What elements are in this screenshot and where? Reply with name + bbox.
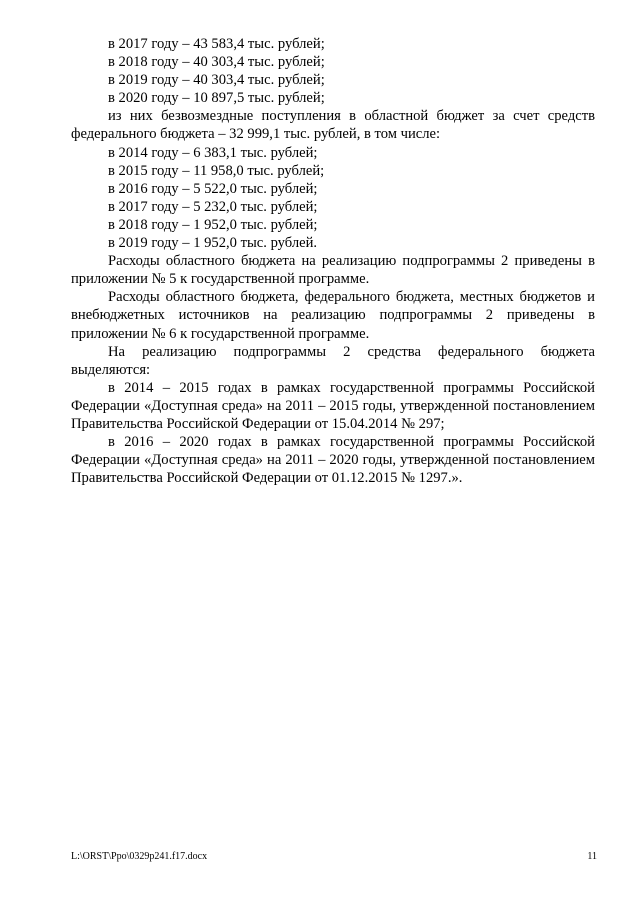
federal-line-2015: в 2015 году – 11 958,0 тыс. рублей; <box>108 162 325 179</box>
federal-line-2018: в 2018 году – 1 952,0 тыс. рублей; <box>108 216 318 233</box>
federal-line-2017: в 2017 году – 5 232,0 тыс. рублей; <box>108 198 318 215</box>
paragraph-annex-5: Расходы областного бюджета на реализацию подпрограммы 2 приведены в приложении № 5 к государственной программе. <box>71 253 595 288</box>
funding-line-2019: в 2019 году – 40 303,4 тыс. рублей; <box>108 72 325 89</box>
document-body <box>71 35 595 487</box>
paragraph-annex-6: Расходы областного бюджета, федерального бюджета, местных бюджетов и внебюджетных источников на реализацию подпрограммы 2 приведены в приложении № 6 к государственной программе. <box>71 289 595 342</box>
paragraph-2014-2015: в 2014 – 2015 годах в рамках государственной программы Российской Федерации «Доступная среда» на 2011 – 2015 годы, утвержденной постановлением Правительства Российской Федерации от 15.04.2014 № 297; <box>71 379 595 432</box>
funding-line-2017: в 2017 году – 43 583,4 тыс. рублей; <box>108 36 325 52</box>
footer-file-path: L:\ORST\Ppo\0329p241.f17.docx <box>71 851 208 862</box>
paragraph-federal-funding: из них безвозмездные поступления в областной бюджет за счет средств федерального бюджета – 32 999,1 тыс. рублей, в том числе: <box>71 108 595 143</box>
federal-line-2019: в 2019 году – 1 952,0 тыс. рублей. <box>108 235 318 252</box>
federal-line-2014: в 2014 году – 6 383,1 тыс. рублей; <box>108 144 318 161</box>
funding-line-2018: в 2018 году – 40 303,4 тыс. рублей; <box>108 54 325 71</box>
paragraph-allocation: На реализацию подпрограммы 2 средства федерального бюджета выделяются: <box>71 343 595 378</box>
footer-page-number: 11 <box>587 851 597 862</box>
funding-line-2020: в 2020 году – 10 897,5 тыс. рублей; <box>108 90 325 107</box>
paragraph-2016-2020: в 2016 – 2020 годах в рамках государственной программы Российской Федерации «Доступная среда» на 2011 – 2020 годы, утвержденной постановлением Правительства Российской Федерации от 01.12.2015 № 1297.». <box>71 434 595 487</box>
federal-line-2016: в 2016 году – 5 522,0 тыс. рублей; <box>108 180 318 197</box>
